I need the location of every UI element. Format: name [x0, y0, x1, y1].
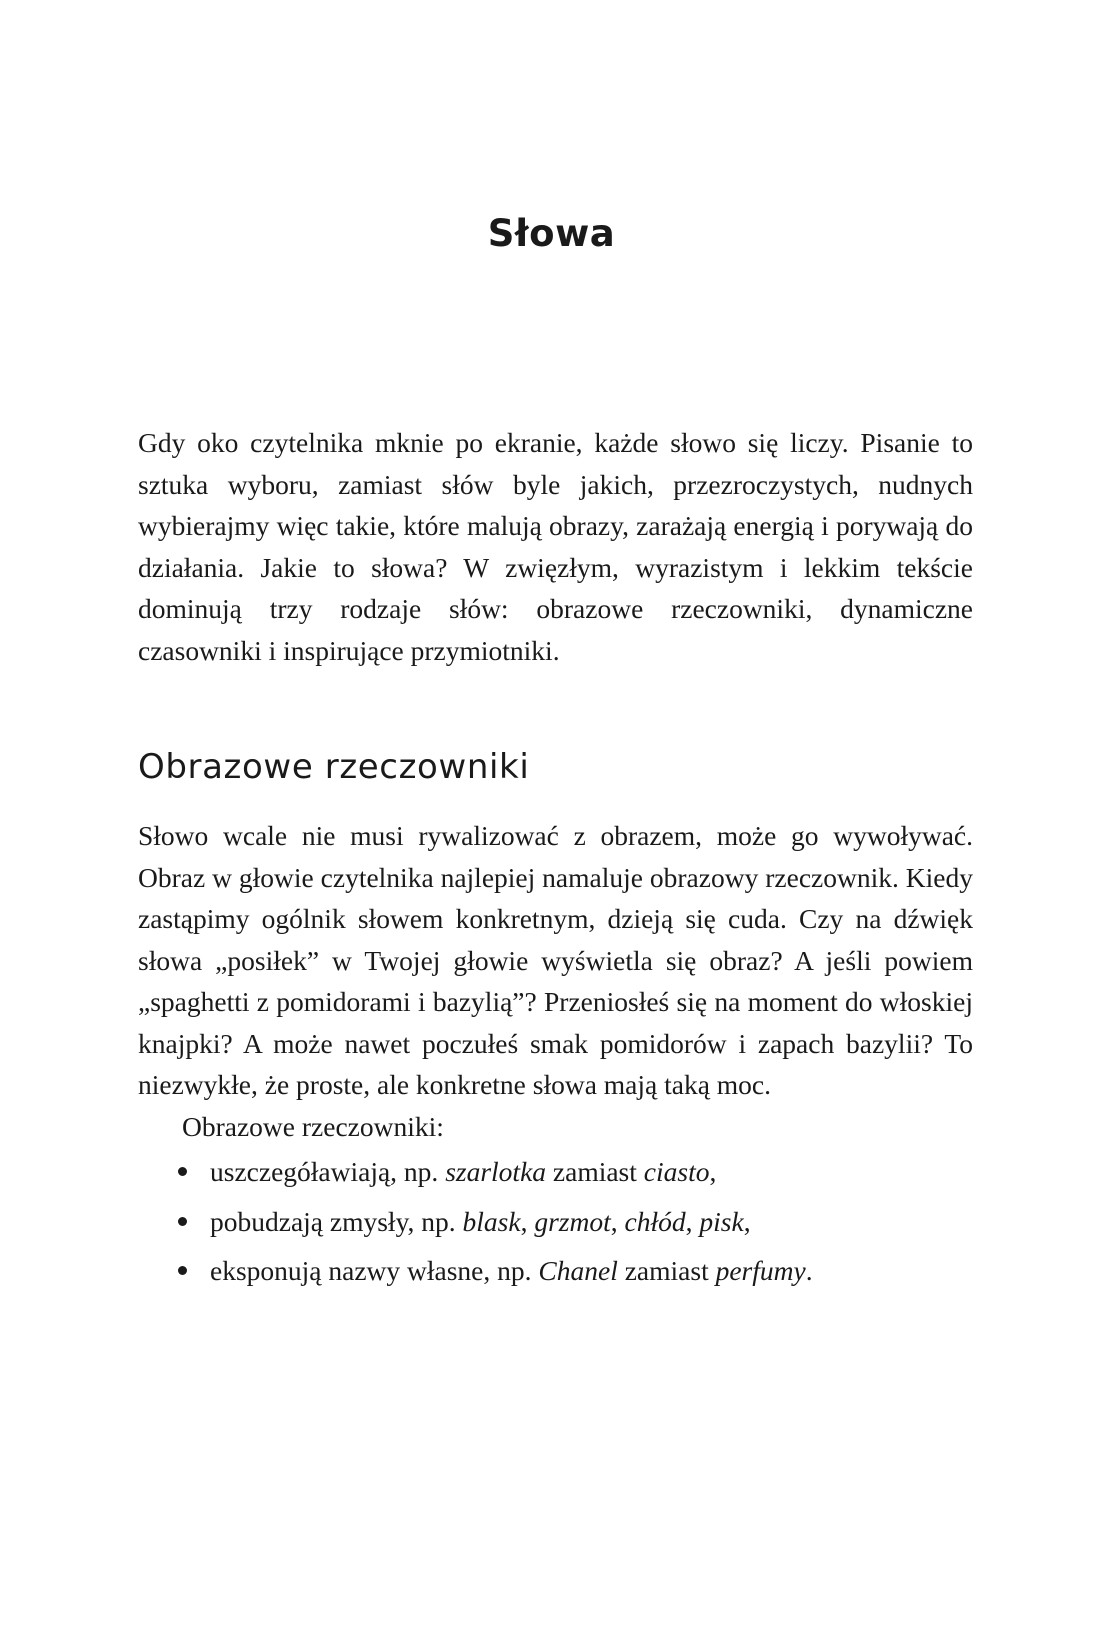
section-heading: Obrazowe rzeczowniki [138, 747, 530, 787]
item-text: , [743, 1205, 751, 1237]
item-text: . [805, 1255, 813, 1286]
bullet-dot-icon [178, 1217, 187, 1226]
item-text: zamiast [546, 1156, 644, 1187]
item-example: Chanel [538, 1255, 618, 1286]
bullet-dot-icon [178, 1266, 187, 1275]
item-example: szarlotka [445, 1156, 547, 1187]
item-text: pobudzają zmysły, np. [210, 1205, 463, 1237]
item-example: chłód [624, 1205, 686, 1237]
list-item [138, 1201, 973, 1243]
item-example: perfumy [715, 1255, 806, 1286]
intro-paragraph: Gdy oko czytelnika mknie po ekranie, każde słowo się liczy. Pisanie to sztuka wyboru, zamiast słów byle jakich, przezroczystych, nudnych wybierajmy więc takie, które malują obrazy, zarażają energią i porywają do działania. Jakie to słowa? W zwięzłym, wyrazistym i lekkim tekście dominują trzy rodzaje słów: obrazowe rzeczowniki, dynamiczne czasowniki i inspirujące przymiotniki. [138, 427, 973, 666]
section-paragraph: Słowo wcale nie musi rywalizować z obrazem, może go wywoływać. Obraz w głowie czytelnika najlepiej namaluje obrazowy rzeczownik. Kiedy zastąpimy ogólnik słowem konkretnym, dzieją się cuda. Czy na dźwięk słowa „posiłek” w Twojej głowie wyświetla się obraz? A jeśli powiem „spaghetti z pomidorami i bazylią”? Przeniosłeś się na moment do włoskiej knajpki? A może nawet poczułeś smak pomidorów i zapach bazylii? To niezwykłe, że proste, ale konkretne słowa mają taką moc. [138, 820, 973, 1100]
item-example: ciasto [643, 1156, 710, 1187]
item-text: uszczegóławiają, np. [210, 1156, 446, 1187]
item-example: blask [462, 1205, 521, 1237]
item-text: , [685, 1205, 700, 1237]
item-text: , [709, 1156, 717, 1187]
item-example: pisk [699, 1205, 744, 1237]
item-example: grzmot [534, 1205, 611, 1237]
list-intro: Obrazowe rzeczowniki: [182, 1110, 444, 1142]
item-text: zamiast [617, 1255, 716, 1286]
list-item [138, 1250, 973, 1292]
bullet-dot-icon [178, 1167, 187, 1176]
item-text: , [520, 1205, 535, 1237]
bullet-list [138, 1151, 973, 1292]
item-text: eksponują nazwy własne, np. [210, 1255, 539, 1286]
list-item [138, 1151, 973, 1193]
chapter-title: Słowa [487, 212, 616, 255]
page-content [138, 422, 973, 1300]
item-text: , [610, 1205, 625, 1237]
